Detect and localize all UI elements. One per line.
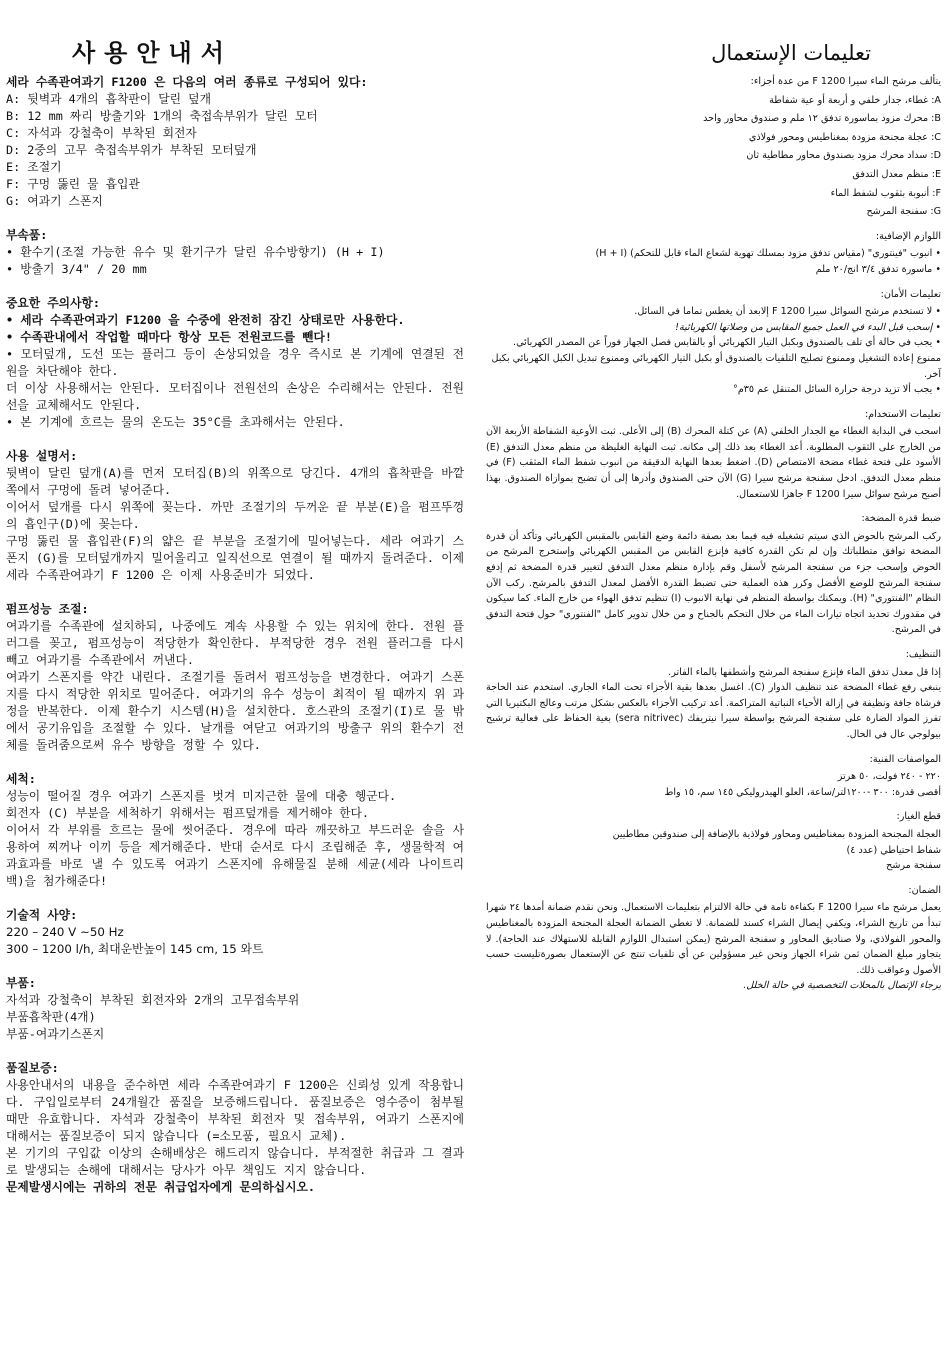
ko-tech-line: 220 – 240 V ~50 Hz xyxy=(6,925,124,939)
ko-pump-paragraph: 여과기 스폰지를 약간 내린다. 조절기를 돌려서 펌프성능을 변경한다. 여과기 스폰지를 다시 적당한 위치로 밀어준다. 여과기의 유수 성능이 최적이 될 때까지 위 과정을 반복한다. 이제 환수기 시스템(H)을 설치한다. 호스관의 조절기(I)로 물 밖에서 공기유입을 조절할 수 있다. 날개를 여닫고 여과기의 방출구 위의 환수기 전체를 돌려줌으로써 유수 방향을 정할 수 있다. xyxy=(6,670,464,752)
ko-tech-section xyxy=(6,907,464,958)
ar-spare-item: شفاط احتياطي (عدد ٤) xyxy=(846,844,941,856)
ko-warranty-heading: 품질보증: xyxy=(6,1061,59,1075)
ar-spare-heading: قطع الغيار: xyxy=(896,811,941,823)
arabic-column xyxy=(486,38,941,1003)
ar-usage-section xyxy=(486,407,941,503)
ko-tech-heading: 기술적 사양: xyxy=(6,908,78,922)
ko-usage-paragraph: 구멍 뚫린 물 흡입관(F)의 얇은 끝 부분을 조절기에 밀어넣는다. 세라 여과기 스폰지 (G)를 모터덮개까지 밀어올리고 일직선으로 연결이 될 때까지 돌려준다. 이제 세라 수족관여과기 F 1200 은 이제 사용준비가 되었다. xyxy=(6,534,464,582)
ko-warranty-paragraph: 사용안내서의 내용을 준수하면 세라 수족관여과기 F 1200은 신뢰성 있게 작용합니다. 구입일로부터 24개월간 품질을 보증해드립니다. 품질보증은 영수증이 첨부될 때만 유효합니다. 자석과 강철축이 부착된 회전자 및 접속부위, 여과기 스폰지에 대해서는 품질보증이 되지 않습니다 (=소모품, 필요시 교체). xyxy=(6,1078,464,1143)
ar-accessory-item: • انبوب "فينتوري" (مقياس تدفق مزود بمسلك تهوية لشعاع الماء قابل للتحكم) (H + I) xyxy=(486,246,941,262)
ar-spare-item: سفنجة مرشح xyxy=(886,860,941,872)
ko-warning-item: • 세라 수족관여과기 F1200 을 수중에 완전히 잠긴 상태로만 사용한다. xyxy=(6,313,405,327)
ar-warranty-section xyxy=(486,883,941,994)
ar-usage-paragraph: اسحب في البداية الغطاء مع الجدار الخلفي (A) عن كتلة المحرك (B) إلى الأعلى. ثبت الأوعية الشفاطة الأربعة الآن من الخارج على الثقوب المطلوبة. أعد الغطاء بعد ذلك إلى مكانه. ثبت النهاية الغليظة من منظم معدل التدفق (E) الأسود على فتحة غطاء مضخة الامتصاص (D). اضغط بعدها النهاية الدقيقة من انبوب شفط الماء المثقب (F) في منظم معدل التدفق. ادخل سفنجة مرشح سيرا (G) الآن حتى الصندوق وأدرها إلى أن تضبح بموازاة الصندوق. بهذا أصبح مرشح سوائل سيرا F 1200 جاهزا للاستعمال. xyxy=(486,426,942,500)
ar-safety-item: • يجب ألا تزيد درجة حرارة السائل المتنقل عم ٣٥م° xyxy=(486,382,941,398)
ko-usage-paragraph: 뒷벽이 달린 덮개(A)를 먼저 모터집(B)의 위쪽으로 당긴다. 4개의 흡착판을 바깥쪽에서 구멍에 돌려 넣어준다. xyxy=(6,466,464,497)
ar-part-b: B: محرك مزود بماسورة تدفق ١٢ ملم و صندوق محاور واحد xyxy=(703,113,941,125)
ar-cleaning-paragraph: ينبغي رفع غطاء المضخة عند تنظيف الدوار (C). اغسل بعدها بقية الأجزاء تحت الماء الجاري. استخدم عند الحاجة فرشاة جافة ونظيفة في إزالة الأحياء النباتية المتراكمة. أعد تركيب الأجزاء بالعكس بشكل مرتب وعالج البكتيريا التي تفرز المواد الضارة على سفنجة المرشح بواسطة سيرا نيتريفك (sera nitrivec) بغية الحفاظ على فعالية ترشيح بيولوجي عال في الحال. xyxy=(486,682,942,740)
ko-accessories-heading: 부속품: xyxy=(6,228,48,242)
ar-pump-heading: ضبط قدرة المضخة: xyxy=(861,513,941,525)
ar-tech-line: أقصى قدرة: ٣٠٠ -١٢٠٠لتر/ساعة، العلو الهيدروليكي ١٤٥ سم، ١٥ واط xyxy=(664,786,941,798)
ar-cleaning-section xyxy=(486,647,941,743)
ko-spare-item: 자석과 강철축이 부착된 회전자와 2개의 고무접속부위 xyxy=(6,993,300,1007)
ko-tech-line: 300 – 1200 l/h, 최대운반높이 145 cm, 15 와트 xyxy=(6,942,264,956)
ko-accessory-item: • 방출기 3/4" / 20 mm xyxy=(6,262,147,276)
ar-part-f: F: أنبوبة بثقوب لشفط الماء xyxy=(830,187,941,199)
ko-pump-paragraph: 여과기를 수족관에 설치하되, 나중에도 계속 사용할 수 있는 위치에 한다. 전원 플러그를 꽂고, 펌프성능이 적당한가 확인한다. 부적당한 경우 전원 플러그를 다시 빼고 여과기를 수족관에서 꺼낸다. xyxy=(6,619,464,667)
ar-parts-section xyxy=(486,74,941,220)
ar-accessories-heading: اللوازم الإضافية: xyxy=(875,230,941,242)
ko-pump-section xyxy=(6,601,464,754)
ko-usage-heading: 사용 설명서: xyxy=(6,449,78,463)
ar-warranty-heading: الضمان: xyxy=(908,884,941,896)
ar-pump-section xyxy=(486,511,941,638)
ko-intro: 세라 수족관여과기 F1200 은 다음의 여러 종류로 구성되어 있다: xyxy=(6,75,368,89)
ar-accessory-item: • ماسورة تدفق ٣/٤ انج/٢٠ ملم xyxy=(486,262,941,278)
ko-part-a: A: 뒷벽과 4개의 흡착판이 달린 덮개 xyxy=(6,92,211,106)
ar-accessories-section xyxy=(486,229,941,278)
ar-tech-heading: المواصفات الفنية: xyxy=(869,753,941,765)
ko-spare-item: 부품-여과기스폰지 xyxy=(6,1027,105,1041)
ko-part-e: E: 조절기 xyxy=(6,160,62,174)
ko-cleaning-paragraph: 회전자 (C) 부분을 세척하기 위해서는 펌프덮개를 제거해야 한다. xyxy=(6,806,370,820)
ko-warnings-heading: 중요한 주의사항: xyxy=(6,296,100,310)
ko-warning-item: 더 이상 사용해서는 안된다. 모터집이나 전원선의 손상은 수리해서는 안된다. 전원선을 교체해서도 안된다. xyxy=(6,381,464,412)
ko-spare-section xyxy=(6,975,464,1043)
ko-usage-paragraph: 이어서 덮개를 다시 위쪽에 꽂는다. 까만 조절기의 두꺼운 끝 부분(E)을 펌프뚜껑의 흡인구(D)에 꽂는다. xyxy=(6,500,464,531)
ko-spare-item: 부품흡착판(4개) xyxy=(6,1010,96,1024)
ar-safety-item: • لا تستخدم مرشح السوائل سيرا F 1200 إلابعد أن يغطس تماما في السائل. xyxy=(486,304,941,320)
ko-part-b: B: 12 mm 짜리 방출기와 1개의 축접속부위가 달린 모터 xyxy=(6,109,318,123)
ko-warranty-section xyxy=(6,1060,464,1196)
ko-part-d: D: 2중의 고무 축접속부위가 부착된 모터덮개 xyxy=(6,143,257,157)
ar-safety-item: • إسحب قبل البدء في العمل جميع المقابس من وصلاتها الكهربائية! xyxy=(486,320,941,336)
ko-warranty-contact: 문제발생시에는 귀하의 전문 취급업자에게 문의하십시오. xyxy=(6,1180,316,1194)
ko-accessory-item: • 환수기(조절 가능한 유수 및 환기구가 달린 유수방향기) (H + I) xyxy=(6,245,385,259)
ar-safety-heading: تعليمات الأمان: xyxy=(880,288,941,300)
ko-pump-heading: 펌프성능 조절: xyxy=(6,602,89,616)
ar-part-c: C: عجلة مجنحة مزودة بمغناطيس ومحور فولاذي xyxy=(748,131,941,143)
ko-warning-item: • 수족관내에서 작업할 때마다 항상 모든 전원코드를 뺀다! xyxy=(6,330,333,344)
ko-parts-section xyxy=(6,74,464,210)
ar-pump-paragraph: ركب المرشح بالحوض الذي سيتم تشغيله فيه فيما بعد بصفة دائمة وضع القابس بالمقبس الكهربائي وتأكد أن قدرة المضخة توافق متطلباتك وإن لم تكن القدرة كافية فإنزع القابس من المقبس الكهربائي وإستخرج المرشح من الحوض وإسحب جزء من سفنجة المرشح لأسفل وقم بإدارة منظم معدل التدفق لتغيير قدرة المضخة ثم إدفع سفنجة المرشح للوضع الأفضل وكرر هذه العملية حتى تضبط القدرة الأفضل لمعدل التدفق بالمرشح. ركب الآن النظام "الفنتوري" (H). ويمكنك بواسطة المنظم في نهاية الانبوب (I) تنظيم تدفق الهواء من خارج الماء. كما سيكون في مقدورك تحديد اتجاه تيارات الماء من خلال التحكم بالجناح و من خلال تدوير كامل "الفنتوري" حول فتحة التدفق في المرشح. xyxy=(486,530,941,636)
ar-safety-item: • يجب في حالة أي تلف بالصندوق وبكبل التيار الكهربائي أو بالقابس فصل الجهاز فوراً عن المصدر الكهربائي. ممنوع إعادة التشغيل وممنوع تصليح التلفيات بالصندوق أو بكبل التيار الكهربائي وممنوع تبديل الكبل الكهربائي بكبل آخر. xyxy=(486,335,941,382)
ar-spare-section xyxy=(486,809,941,873)
ar-safety-section xyxy=(486,287,941,398)
ko-spare-heading: 부품: xyxy=(6,976,36,990)
ar-part-d: D: سداد محرك مزود بصندوق محاور مطاطية ثان xyxy=(746,150,941,162)
ko-cleaning-paragraph: 성능이 떨어질 경우 여과기 스폰지를 벗겨 미지근한 물에 대충 헹군다. xyxy=(6,789,397,803)
ko-warranty-paragraph: 본 기기의 구입값 이상의 손해배상은 해드리지 않습니다. 부적절한 취급과 그 결과로 발생되는 손해에 대해서는 당사가 아무 책임도 지지 않습니다. xyxy=(6,1146,464,1177)
ko-cleaning-heading: 세척: xyxy=(6,772,36,786)
ko-usage-section xyxy=(6,448,464,584)
korean-column xyxy=(6,38,464,1213)
ar-warranty-paragraph: يعمل مرشح ماء سيرا F 1200 بكفاءة تامة في حالة الالتزام بتعليمات الاستعمال. ونحن نقدم ضمانة أمدها ٢٤ شهرا تبدأ من تاريخ الشراء، ويكفي إيصال الشراء كسند للضمانة. لا تغطي الضمانة العجلة المجنحة المزودة بالمغناطيس والمحور الفولاذي، ولا صناديق المحاور و سفنجة المرشح (يمكن استبدال اللوازم القابلة للاستهلاك عند الحاجة). لا يتجاوز مبلغ الضمان ثمن شراء الجهاز ونحن غير مسؤولين عن أي تلفيات تنتج عن الإستعمال بصورةتليست حسب الأصول وعواقب ذلك. xyxy=(486,902,941,976)
ko-warning-item: • 모터덮개, 도선 또는 플러그 등이 손상되었을 경우 즉시로 본 기계에 연결된 전원을 차단해야 한다. xyxy=(6,347,464,378)
ko-warnings-section xyxy=(6,295,464,431)
ar-part-e: E: منظم معدل التدفق xyxy=(852,168,941,180)
ar-tech-section xyxy=(486,752,941,801)
ko-warning-item: • 본 기계에 흐르는 물의 온도는 35°C를 초과해서는 안된다. xyxy=(6,415,345,429)
korean-title: 사용안내서 xyxy=(72,39,233,67)
ar-intro: يتألف مرشح الماء سيرا F 1200 من عدة أجزاء: xyxy=(750,76,941,87)
ar-cleaning-heading: التنظيف: xyxy=(905,649,941,660)
ko-cleaning-section xyxy=(6,771,464,890)
ar-usage-heading: تعليمات الاستخدام: xyxy=(864,408,941,420)
arabic-title: تعليمات الإستعمال xyxy=(711,41,871,65)
ar-tech-line: ٢٢٠ - ٢٤٠ فولت، ٥٠ هرتز xyxy=(837,771,941,783)
ar-part-g: G: سفنجة المرشح xyxy=(866,206,941,218)
ko-part-c: C: 자석과 강철축이 부착된 회전자 xyxy=(6,126,197,140)
ko-part-g: G: 여과기 스폰지 xyxy=(6,194,103,208)
ko-cleaning-paragraph: 이어서 각 부위를 흐르는 물에 씻어준다. 경우에 따라 깨끗하고 부드러운 솔을 사용하여 찌꺼나 이끼 등을 제거해준다. 반대 순서로 다시 조립해준 후, 생물학적 여과효과를 바로 낼 수 있도록 여과기 스폰지에 유해물질 분해 세균(세라 나이트리백)을 첨가해준다! xyxy=(6,823,464,888)
ko-accessories-section xyxy=(6,227,464,278)
ar-warranty-contact: يرجاء الإتصال بالمحلات التخصصية في حالة الخلل. xyxy=(743,980,941,992)
ar-spare-item: العجلة المجنحة المزودة بمغناطيس ومحاور فولاذية بالإضافة إلى صندوقين مطاطيين xyxy=(612,828,941,840)
ar-cleaning-paragraph: إذا قل معدل تدفق الماء فإنزع سفنجة المرشح وأشطفها بالماء الفاتر. xyxy=(668,666,941,678)
ar-part-a: A: غطاء، جدار خلفي و أربعة أو عية شفاطة xyxy=(769,94,941,106)
ko-part-f: F: 구멍 뚫린 물 흡입관 xyxy=(6,177,140,191)
